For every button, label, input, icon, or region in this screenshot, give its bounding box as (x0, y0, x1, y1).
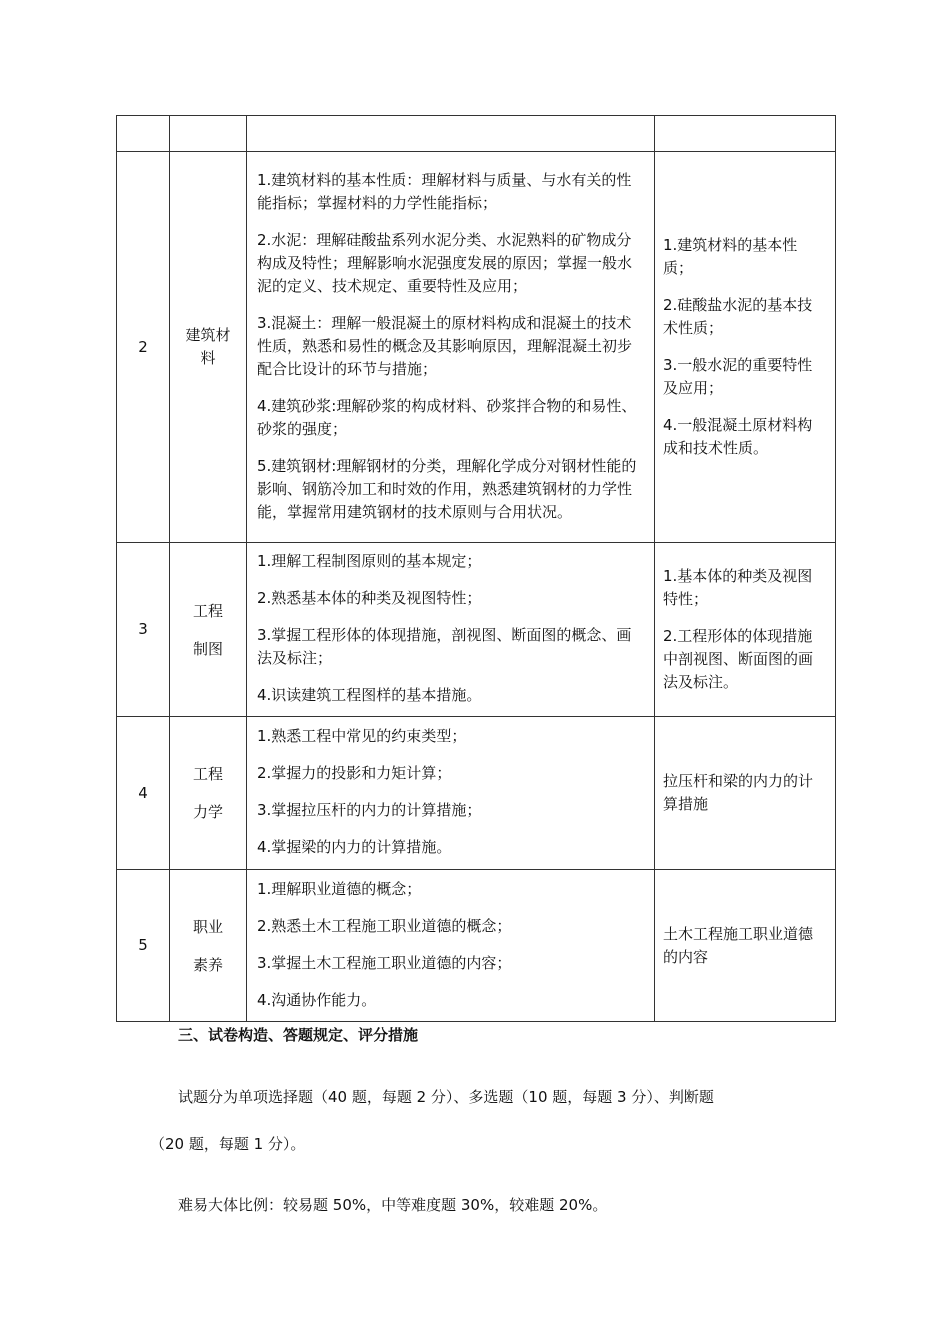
key-point-item: 土木工程施工职业道德的内容 (663, 924, 814, 966)
key-points-cell (655, 717, 836, 870)
requirement-item: 1.理解职业道德的概念； (257, 879, 422, 898)
subject-name-line: 工程 (192, 765, 223, 783)
requirement-item: 3.掌握土木工程施工职业道德的内容； (257, 953, 512, 972)
requirement-item: 2.熟悉土木工程施工职业道德的概念； (257, 916, 512, 935)
subject-name-line: 素养 (192, 955, 223, 974)
row-number: 3 (117, 543, 170, 717)
subject-name (170, 870, 247, 1022)
requirements-cell (247, 717, 655, 870)
requirement-item: 1.建筑材料的基本性质：理解材料与质量、与水有关的性能指标；掌握材料的力学性能指标； (257, 170, 632, 212)
requirement-item: 3.掌握工程形体的体现措施，剖视图、断面图的概念、画法及标注； (257, 626, 632, 667)
exam-syllabus-table (116, 115, 836, 1022)
requirement-item: 3.混凝土：理解一般混凝土的原材料构成和混凝土的技术性质，熟悉和易性的概念及其影响原因，理解混凝土初步配合比设计的环节与措施； (257, 313, 633, 378)
subject-name-line: 力学 (192, 803, 223, 821)
requirement-item: 4.掌握梁的内力的计算措施。 (257, 838, 452, 856)
key-point-item: 1.建筑材料的基本性质； (663, 236, 798, 277)
key-point-item: 1.基本体的种类及视图特性； (663, 567, 813, 608)
row-number: 5 (117, 870, 170, 1022)
subject-name-line: 职业 (192, 917, 223, 936)
requirement-item: 4.建筑砂浆:理解砂浆的构成材料、砂浆拌合物的和易性、砂浆的强度； (257, 396, 637, 438)
requirements-cell (247, 152, 655, 543)
table-cell (117, 116, 170, 152)
requirement-item: 4.沟通协作能力。 (257, 990, 377, 1009)
table-row-empty (117, 116, 836, 152)
key-points-cell (655, 543, 836, 717)
section-heading: 三、试卷构造、答题规定、评分措施 (178, 1026, 419, 1044)
key-point-item: 3.一般水泥的重要特性及应用； (663, 356, 813, 397)
key-point-item: 4.一般混凝土原材料构成和技术性质。 (663, 416, 813, 457)
requirement-item: 4.识读建筑工程图样的基本措施。 (257, 686, 482, 704)
table-row (117, 152, 836, 543)
requirement-item: 2.掌握力的投影和力矩计算； (257, 764, 452, 782)
table-row (117, 543, 836, 717)
paragraph-line: 难易大体比例：较易题 50%，中等难度题 30%，较难题 20%。 (178, 1196, 608, 1214)
key-point-item: 拉压杆和梁的内力的计算措施 (663, 772, 814, 813)
key-point-item: 2.硅酸盐水泥的基本技术性质； (663, 296, 813, 337)
row-number: 4 (117, 717, 170, 870)
requirement-item: 1.熟悉工程中常见的约束类型； (257, 727, 467, 745)
requirement-item: 5.建筑钢材:理解钢材的分类，理解化学成分对钢材性能的影响、钢筋冷加工和时效的作用，熟悉建筑钢材的力学性能，掌握常用建筑钢材的技术原则与合用状况。 (257, 456, 637, 521)
subject-name-line: 工程 (192, 601, 223, 620)
requirement-item: 2.水泥：理解硅酸盐系列水泥分类、水泥熟料的矿物成分构成及特性；理解影响水泥强度发展的原因；掌握一般水泥的定义、技术规定、重要特性及应用； (257, 230, 633, 295)
key-points-cell (655, 152, 836, 543)
table-cell (655, 116, 836, 152)
subject-name (170, 152, 247, 543)
row-number: 2 (117, 152, 170, 543)
requirement-item: 3.掌握拉压杆的内力的计算措施； (257, 801, 482, 819)
table-cell (170, 116, 247, 152)
subject-name-line: 建筑材料 (185, 326, 231, 367)
table-cell (247, 116, 655, 152)
paragraph-line: 试题分为单项选择题（40 题，每题 2 分）、多选题（10 题，每题 3 分）、判断题 (178, 1088, 714, 1106)
requirements-cell (247, 870, 655, 1022)
subject-name (170, 543, 247, 717)
table-row (117, 870, 836, 1022)
requirement-item: 2.熟悉基本体的种类及视图特性； (257, 589, 482, 607)
subject-name-line: 制图 (192, 639, 223, 658)
subject-name (170, 717, 247, 870)
key-points-cell (655, 870, 836, 1022)
table-row (117, 717, 836, 870)
requirement-item: 1.理解工程制图原则的基本规定； (257, 552, 482, 570)
paragraph-line: （20 题，每题 1 分）。 (150, 1135, 306, 1153)
key-point-item: 2.工程形体的体现措施中剖视图、断面图的画法及标注。 (663, 627, 814, 691)
requirements-cell (247, 543, 655, 717)
